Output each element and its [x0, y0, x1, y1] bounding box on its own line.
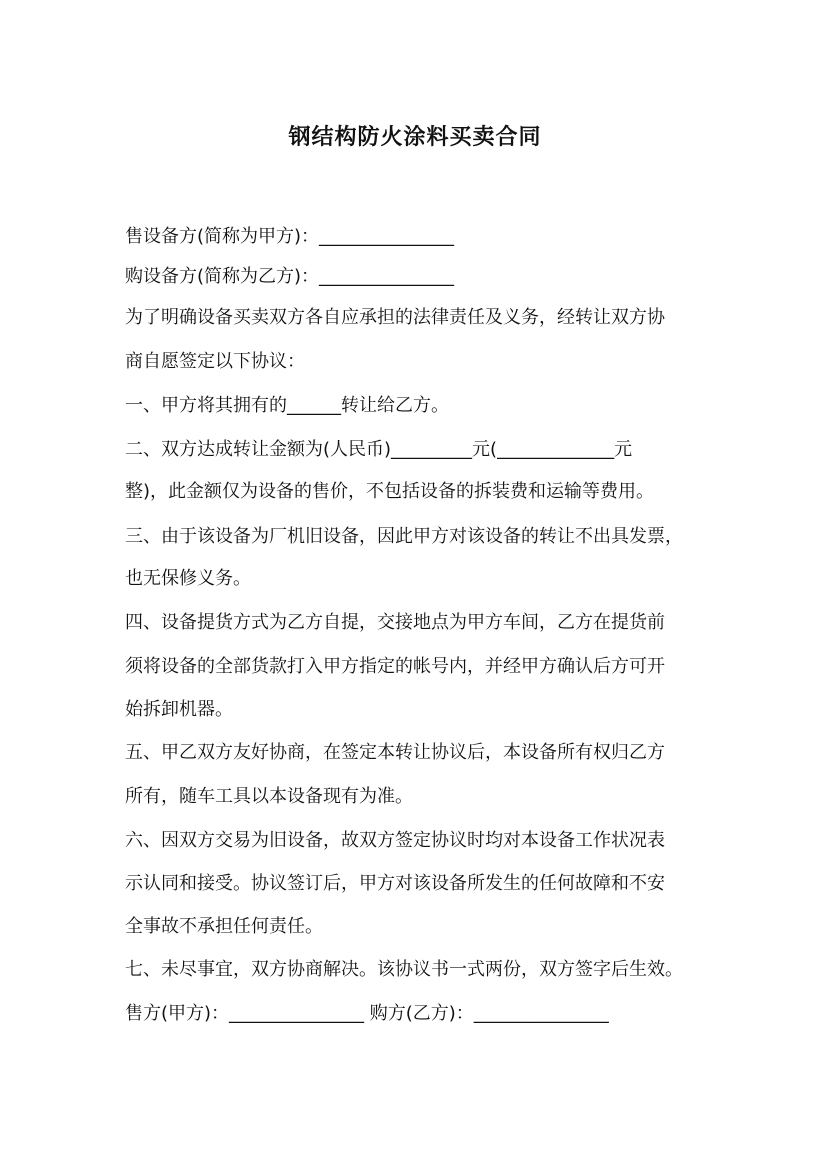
paragraph-line: 示认同和接受。协议签订后，甲方对该设备所发生的任何故障和不安	[125, 873, 665, 894]
paragraph-line: 七、未尽事宜，双方协商解决。该协议书一式两份，双方签字后生效。	[125, 959, 683, 980]
paragraph-line: 全事故不承担任何责任。	[125, 916, 323, 937]
paragraph-line: 二、双方达成转让金额为(人民币)_________元(_____________元	[125, 439, 633, 460]
paragraph-line: 售设备方(简称为甲方)：_______________	[125, 226, 455, 247]
paragraph-line: 五、甲乙双方友好协商，在签定本转让协议后，本设备所有权归乙方	[125, 742, 665, 763]
document-title: 钢结构防火涂料买卖合同	[288, 125, 542, 150]
paragraph-line: 购设备方(简称为乙方)：_______________	[125, 266, 455, 287]
paragraph-line: 六、因双方交易为旧设备，故双方签定协议时均对本设备工作状况表	[125, 830, 665, 851]
paragraph-line: 整)，此金额仅为设备的售价，不包括设备的拆装费和运输等费用。	[125, 481, 655, 502]
paragraph-line: 须将设备的全部货款打入甲方指定的帐号内，并经甲方确认后方可开	[125, 656, 665, 677]
paragraph-line: 商自愿签定以下协议：	[125, 351, 305, 372]
paragraph-line: 四、设备提货方式为乙方自提，交接地点为甲方车间，乙方在提货前	[125, 612, 665, 633]
paragraph-line: 一、甲方将其拥有的______转让给乙方。	[125, 395, 449, 416]
paragraph-line: 也无保修义务。	[125, 568, 251, 589]
paragraph-line: 所有，随车工具以本设备现有为准。	[125, 786, 413, 807]
paragraph-line: 售方(甲方)：_______________ 购方(乙方)：_______________	[125, 1003, 609, 1024]
paragraph-line: 三、由于该设备为厂机旧设备，因此甲方对该设备的转让不出具发票，	[125, 526, 683, 547]
paragraph-line: 始拆卸机器。	[125, 699, 233, 720]
paragraph-line: 为了明确设备买卖双方各自应承担的法律责任及义务，经转让双方协	[125, 307, 665, 328]
